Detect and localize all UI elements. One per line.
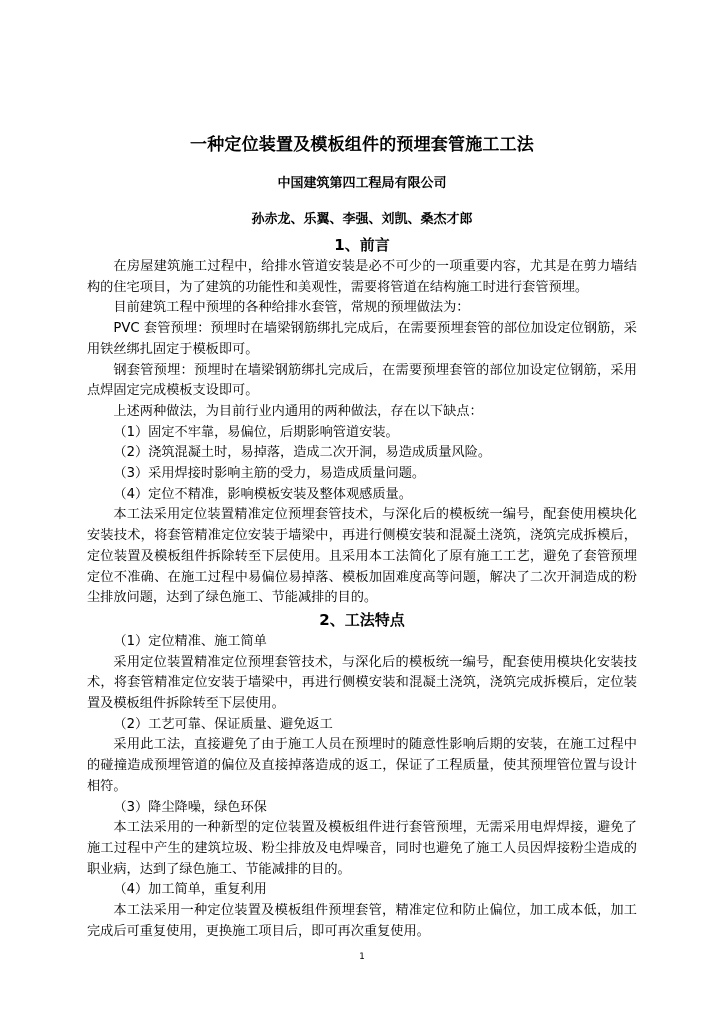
subheading: （1）定位精准、施工简单 xyxy=(113,633,267,649)
paragraph: 上述两种做法，为目前行业内通用的两种做法，存在以下缺点： xyxy=(113,403,483,419)
list-item: （2）浇筑混凝土时，易掉落，造成二次开洞，易造成质量风险。 xyxy=(113,445,492,461)
paragraph: 本工法采用的一种新型的定位装置及模板组件进行套管预埋，无需采用电焊焊接，避免了施工过程中产生的建筑垃圾、粉尘排放及电焊噪音，同时也避免了施工人员因焊接粉尘造成的职业病，达到了绿色施工、节能减排的目的。 xyxy=(87,820,637,877)
paragraph: PVC 套管预埋：预埋时在墙梁钢筋绑扎完成后，在需要预埋套管的部位加设定位钢筋，采用铁丝绑扎固定于模板即可。 xyxy=(87,321,637,357)
list-item: （4）定位不精准，影响模板安装及整体观感质量。 xyxy=(113,486,412,502)
company-name: 中国建筑第四工程局有限公司 xyxy=(277,176,447,191)
paragraph: 在房屋建筑施工过程中，给排水管道安装是必不可少的一项重要内容，尤其是在剪力墙结构的住宅项目，为了建筑的功能性和美观性，需要将管道在结构施工时进行套管预埋。 xyxy=(87,259,637,295)
section-heading-preface: 1、前言 xyxy=(334,236,390,254)
page-number: 1 xyxy=(359,952,365,962)
author-list: 孙赤龙、乐翼、李强、刘凯、桑杰才郎 xyxy=(251,212,473,227)
paragraph: 采用此工法，直接避免了由于施工人员在预埋时的随意性影响后期的安装，在施工过程中的碰撞造成预埋管道的偏位及直接掉落造成的返工，保证了工程质量，使其预埋管位置与设计相符。 xyxy=(87,737,637,794)
paragraph: 采用定位装置精准定位预埋套管技术，与深化后的模板统一编号，配套使用模块化安装技术，将套管精准定位安装于墙梁中，再进行侧模安装和混凝土浇筑，浇筑完成拆模后，定位装置及模板组件拆除转至下层使用。 xyxy=(87,654,637,712)
paragraph: 钢套管预埋：预埋时在墙梁钢筋绑扎完成后，在需要预埋套管的部位加设定位钢筋，采用点焊固定完成模板支设即可。 xyxy=(87,362,637,399)
paragraph: 本工法采用定位装置精准定位预埋套管技术，与深化后的模板统一编号，配套使用模块化安装技术，将套管精准定位安装于墙梁中，再进行侧模安装和混凝土浇筑，浇筑完成拆模后，定位装置及模板组件拆除转至下层使用。且采用本工法简化了原有施工工艺，避免了套管预埋定位不准确、在施工过程中易偏位易掉落、模板加固难度高等问题，解决了二次开洞造成的粉尘排放问题，达到了绿色施工、节能减排的目的。 xyxy=(87,507,637,606)
list-item: （1）固定不牢靠，易偏位，后期影响管道安装。 xyxy=(113,424,399,440)
section-heading-features: 2、工法特点 xyxy=(319,610,405,629)
document-title: 一种定位装置及模板组件的预埋套管施工工法 xyxy=(190,135,534,155)
paragraph: 本工法采用一种定位装置及模板组件预埋套管，精准定位和防止偏位，加工成本低，加工完成后可重复使用，更换施工项目后，即可再次重复使用。 xyxy=(87,903,637,939)
paragraph: 目前建筑工程中预埋的各种给排水套管，常规的预埋做法为： xyxy=(113,300,470,316)
subheading: （2）工艺可靠、保证质量、避免返工 xyxy=(113,716,333,732)
subheading: （4）加工简单，重复利用 xyxy=(113,882,267,898)
document-body xyxy=(87,234,637,943)
list-item: （3）采用焊接时影响主筋的受力，易造成质量问题。 xyxy=(113,466,426,482)
subheading: （3）降尘降噪，绿色环保 xyxy=(113,799,267,815)
